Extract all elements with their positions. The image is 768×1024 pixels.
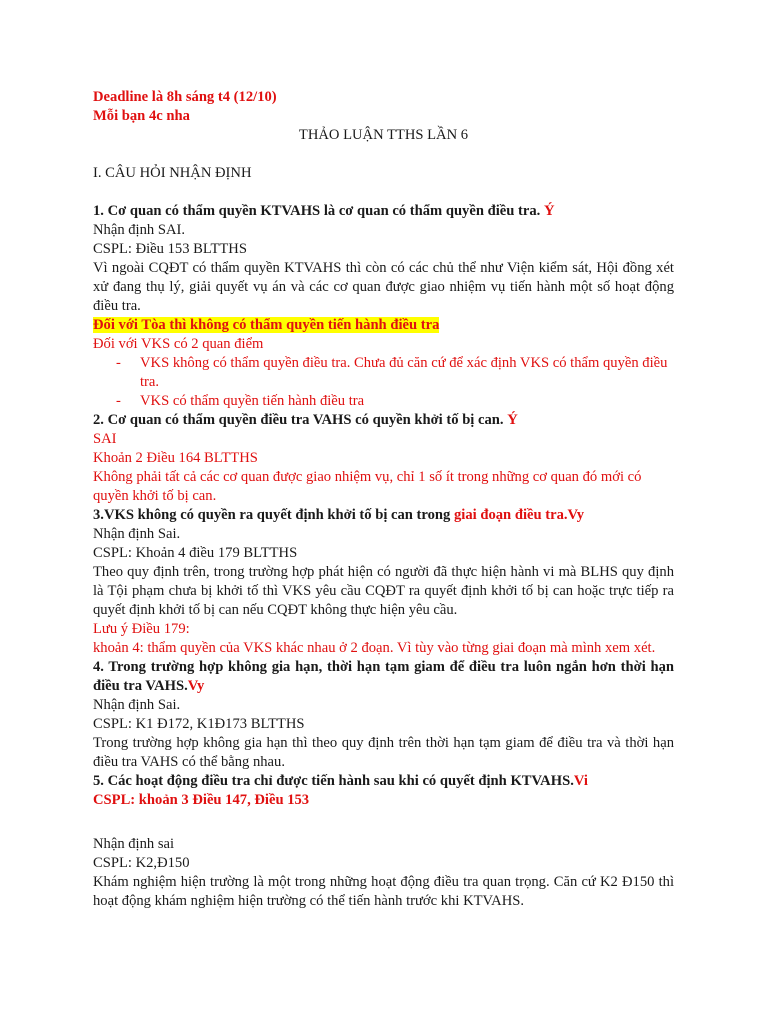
q3-note-title: Lưu ý Điều 179:	[93, 621, 190, 637]
q2-verdict: SAI	[93, 431, 117, 447]
q2-cspl: Khoản 2 Điều 164 BLTTHS	[93, 450, 258, 466]
q3-cspl: CSPL: Khoản 4 điều 179 BLTTHS	[93, 545, 298, 561]
q1-vks-intro: Đối với VKS có 2 quan điểm	[93, 336, 264, 352]
document-body	[93, 88, 674, 911]
author-tag: Ý	[543, 203, 555, 219]
q4-verdict: Nhận định Sai.	[93, 697, 181, 713]
q2-explanation: Không phải tất cả các cơ quan được giao nhiệm vụ, chỉ 1 số ít trong những cơ quan đó mới có quyền khởi tố bị can.	[93, 469, 642, 504]
author-tag: Vy	[187, 678, 205, 694]
q3-explanation: Theo quy định trên, trong trường hợp phát hiện có người đã thực hiện hành vi mà BLHS quy định là Tội phạm chưa bị khởi tố thì VKS yêu cầu CQĐT ra quyết định khởi tố bị can hoặc trực tiếp ra quyết định khởi tố bị can nếu CQĐT không thực hiện yêu cầu.	[93, 564, 674, 618]
author-tag: Vy	[567, 507, 585, 523]
q5-cspl-red: CSPL: khoản 3 Điều 147, Điều 153	[93, 792, 310, 808]
q3-note-body: khoản 4: thẩm quyền của VKS khác nhau ở 2 đoạn. Vì tùy vào từng giai đoạn mà mình xem xét.	[93, 640, 656, 656]
q5-cspl: CSPL: K2,Đ150	[93, 855, 190, 871]
q1-highlight: Đối với Tòa thì không có thẩm quyền tiến hành điều tra	[93, 317, 440, 333]
author-tag: Vi	[573, 773, 588, 789]
question-3: 3.VKS không có quyền ra quyết định khởi tố bị can trong giai đoạn điều tra.Vy	[93, 507, 585, 523]
note-line: Mỗi bạn 4c nha	[93, 108, 190, 124]
q4-explanation: Trong trường hợp không gia hạn thì theo quy định trên thời hạn tạm giam để điều tra và thời hạn điều tra VAHS có thể bằng nhau.	[93, 735, 674, 770]
q5-verdict: Nhận định sai	[93, 836, 175, 852]
question-4: 4. Trong trường hợp không gia hạn, thời hạn tạm giam để điều tra luôn ngắn hơn thời hạn điều tra VAHS.Vy	[93, 659, 674, 694]
q1-verdict: Nhận định SAI.	[93, 222, 186, 238]
author-tag: Ý	[507, 412, 518, 428]
q5-explanation: Khám nghiệm hiện trường là một trong những hoạt động điều tra quan trọng. Căn cứ K2 Đ150 thì hoạt động khám nghiệm hiện trường có thể tiến hành trước khi KTVAHS.	[93, 874, 674, 909]
question-1: 1. Cơ quan có thẩm quyền KTVAHS là cơ quan có thẩm quyền điều tra. Ý	[93, 203, 555, 219]
q4-cspl: CSPL: K1 Đ172, K1Đ173 BLTTHS	[93, 716, 305, 732]
list-item: - VKS không có thẩm quyền điều tra. Chưa đủ căn cứ để xác định VKS có thẩm quyền điều tra.	[116, 355, 668, 390]
list-item: - VKS có thẩm quyền tiến hành điều tra	[116, 393, 365, 409]
q1-explanation: Vì ngoài CQĐT có thẩm quyền KTVAHS thì còn có các chủ thể như Viện kiểm sát, Hội đồng xét xử đang thụ lý, giải quyết vụ án và các cơ quan được giao nhiệm vụ tiến hành một số hoạt động điều tra.	[93, 260, 674, 314]
q3-verdict: Nhận định Sai.	[93, 526, 181, 542]
deadline-line: Deadline là 8h sáng t4 (12/10)	[93, 89, 277, 105]
question-5: 5. Các hoạt động điều tra chỉ được tiến hành sau khi có quyết định KTVAHS.Vi	[93, 773, 588, 789]
q1-cspl: CSPL: Điều 153 BLTTHS	[93, 241, 247, 257]
section-heading: I. CÂU HỎI NHẬN ĐỊNH	[93, 165, 252, 181]
document-title: THẢO LUẬN TTHS LẦN 6	[298, 127, 469, 143]
question-2: 2. Cơ quan có thẩm quyền điều tra VAHS có quyền khởi tố bị can. Ý	[93, 412, 518, 428]
